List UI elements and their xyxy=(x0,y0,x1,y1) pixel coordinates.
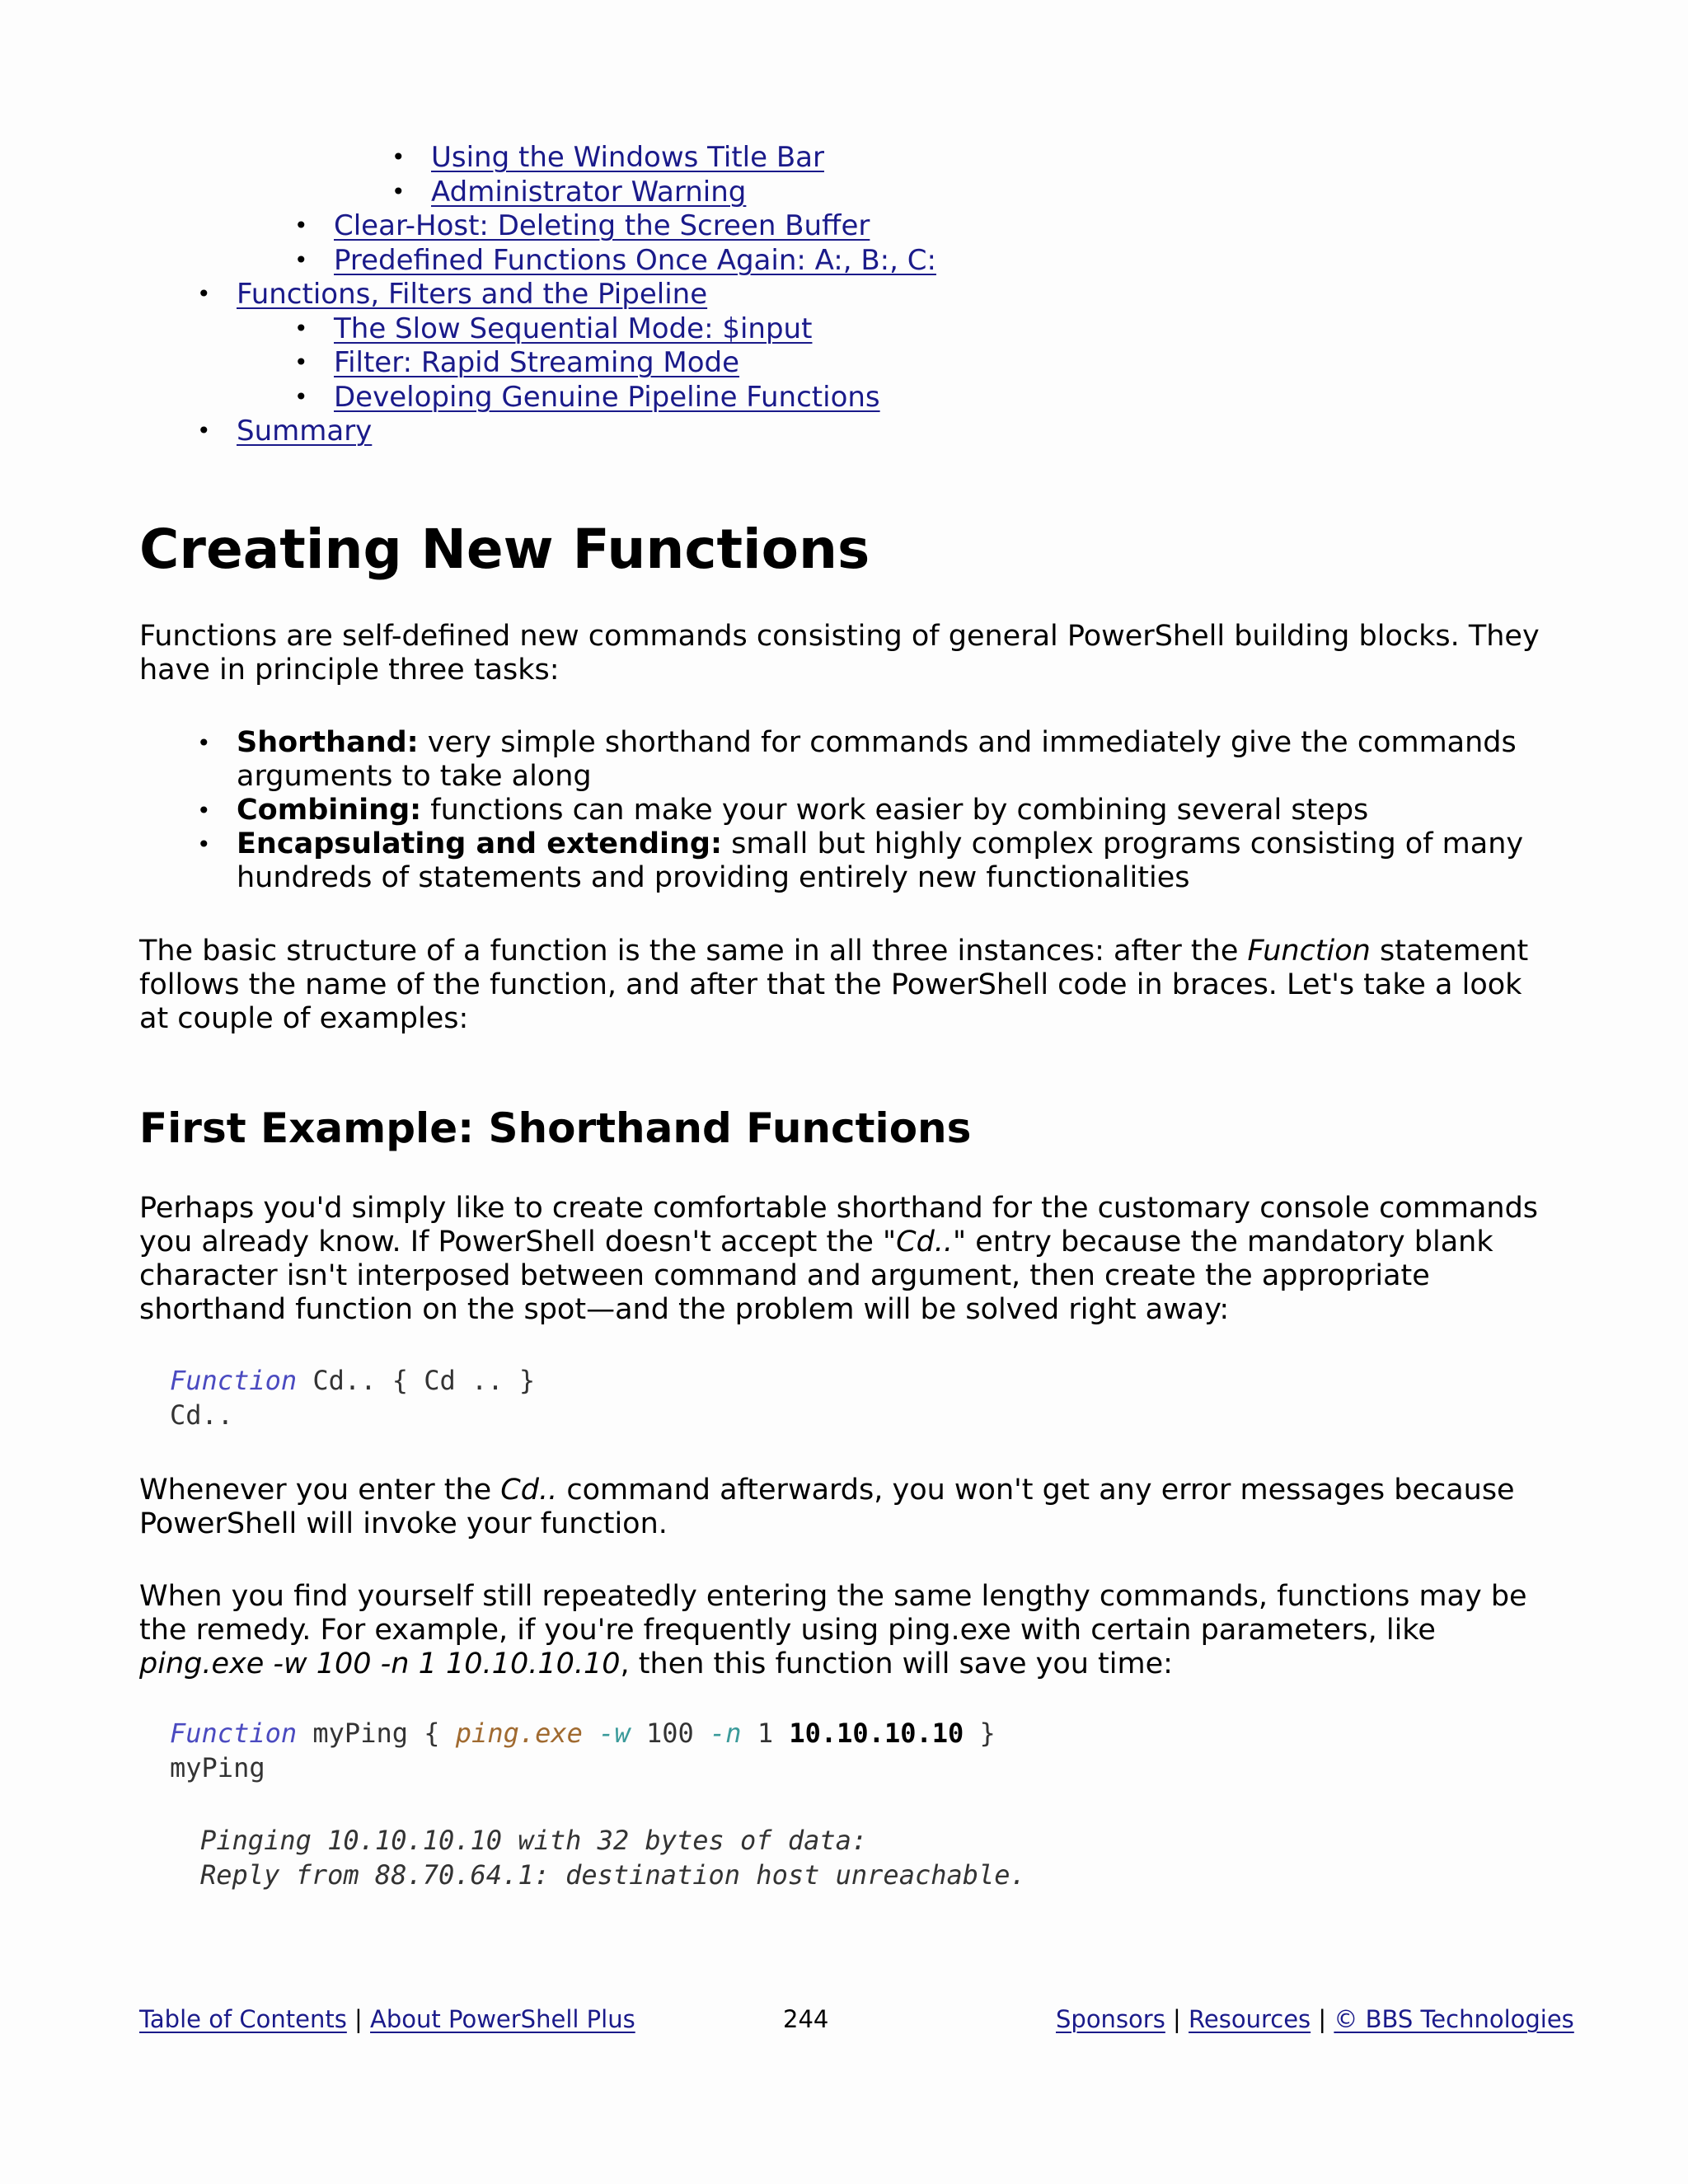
bullet-icon: • xyxy=(197,797,211,824)
code-keyword: Function xyxy=(170,1718,298,1749)
bullet-icon: • xyxy=(294,349,308,376)
output-line: Reply from 88.70.64.1: destination host unreachable. xyxy=(200,1859,1026,1891)
code-text: Cd.. { Cd .. } xyxy=(297,1365,536,1396)
section-title: Creating New Functions xyxy=(139,518,870,581)
task-text: small but highly complex programs consisting of many hundreds of statements and providing entirely new functionalities xyxy=(237,827,1524,894)
footer-sponsors-link[interactable]: Sponsors xyxy=(1056,2005,1165,2033)
code-text: myPing { xyxy=(297,1718,456,1749)
toc-link[interactable]: Summary xyxy=(237,415,373,448)
task-text: functions can make your work easier by combining several steps xyxy=(421,794,1369,827)
task-term: Combining: xyxy=(237,794,422,827)
p1-text-a: Perhaps you'd simply like to create comfortable shorthand for the customary console commands you already know. If PowerShell doesn't accept the " xyxy=(139,1192,1539,1258)
bullet-icon: • xyxy=(197,417,211,444)
toc-link[interactable]: Administrator Warning xyxy=(431,176,747,209)
structure-paragraph xyxy=(139,935,1557,1036)
toc-link[interactable]: Filter: Rapid Streaming Mode xyxy=(334,346,740,379)
toc-item[interactable] xyxy=(294,243,936,278)
bullet-icon: • xyxy=(294,315,308,342)
toc-item[interactable] xyxy=(197,414,373,448)
toc-link[interactable]: Using the Windows Title Bar xyxy=(431,141,824,174)
code-text: myPing xyxy=(170,1752,265,1783)
output-line: Pinging 10.10.10.10 with 32 bytes of data: xyxy=(200,1825,868,1856)
bullet-icon: • xyxy=(197,831,211,858)
list-item xyxy=(197,827,1572,895)
p2-text-a: Whenever you enter the xyxy=(139,1474,501,1507)
p1-emphasis: Cd.. xyxy=(896,1226,954,1258)
footer-resources-link[interactable]: Resources xyxy=(1189,2005,1311,2033)
p2-emphasis: Cd.. xyxy=(500,1474,558,1507)
toc-item[interactable] xyxy=(294,312,813,346)
footer-separator: | xyxy=(354,2005,363,2033)
code-command: ping.exe xyxy=(455,1718,583,1749)
intro-text: Functions are self-defined new commands consisting of general PowerShell building blocks. They have in principle three tasks: xyxy=(139,620,1540,687)
code-parameter: -w xyxy=(598,1718,631,1749)
code-text: 100 xyxy=(630,1718,710,1749)
task-term: Encapsulating and extending: xyxy=(237,827,722,860)
p2-text-b: command afterwards, you won't get any error messages because PowerShell will invoke your function. xyxy=(139,1474,1515,1540)
p1-text-b: " entry because the mandatory blank character isn't interposed between command and argument, then create the appropriate shorthand function on the spot—and the problem will be solved right away: xyxy=(139,1226,1493,1326)
toc-item[interactable] xyxy=(294,345,740,380)
toc-link[interactable]: Functions, Filters and the Pipeline xyxy=(237,278,708,311)
bullet-icon: • xyxy=(294,212,308,239)
toc-item[interactable] xyxy=(392,140,824,175)
ping-paragraph xyxy=(139,1580,1557,1681)
footer-right xyxy=(1056,2004,1574,2034)
code-keyword: Function xyxy=(170,1365,298,1396)
code-text: } xyxy=(964,1718,996,1749)
code-block-cd xyxy=(170,1363,535,1432)
page-number: 244 xyxy=(783,2005,829,2033)
toc-link[interactable]: Clear-Host: Deleting the Screen Buffer xyxy=(334,209,870,242)
toc-link[interactable]: The Slow Sequential Mode: $input xyxy=(334,312,813,345)
bullet-icon: • xyxy=(197,729,211,757)
footer-copyright-link[interactable]: © BBS Technologies xyxy=(1334,2005,1574,2033)
bullet-icon: • xyxy=(294,383,308,410)
toc-link[interactable]: Predefined Functions Once Again: A:, B:, C: xyxy=(334,244,936,277)
structure-text-a: The basic structure of a function is the same in all three instances: after the xyxy=(139,935,1248,968)
bullet-icon: • xyxy=(392,178,406,205)
code-text: 1 xyxy=(741,1718,790,1749)
task-term: Shorthand: xyxy=(237,726,419,759)
toc-item[interactable] xyxy=(294,380,880,415)
footer-separator: | xyxy=(1173,2005,1181,2033)
p3-text-a: When you find yourself still repeatedly entering the same lengthy commands, functions may be the remedy. For example, if you're frequently using ping.exe with certain parameters, like xyxy=(139,1580,1527,1647)
toc-link[interactable]: Developing Genuine Pipeline Functions xyxy=(334,381,880,414)
toc-item[interactable] xyxy=(294,209,870,243)
code-text: Cd.. xyxy=(170,1399,234,1431)
task-text: very simple shorthand for commands and immediately give the commands arguments to take along xyxy=(237,726,1517,793)
footer-left xyxy=(139,2004,635,2034)
footer-about-link[interactable]: About PowerShell Plus xyxy=(370,2005,635,2033)
subsection-title: First Example: Shorthand Functions xyxy=(139,1104,972,1152)
list-item xyxy=(197,794,1572,827)
p3-emphasis: ping.exe -w 100 -n 1 10.10.10.10 xyxy=(139,1647,621,1680)
toc-item[interactable] xyxy=(197,277,708,312)
tasks-list xyxy=(197,726,1572,895)
toc-item[interactable] xyxy=(392,175,747,209)
code-parameter: -n xyxy=(710,1718,742,1749)
structure-emphasis: Function xyxy=(1247,935,1371,968)
list-item xyxy=(197,726,1572,794)
bullet-icon: • xyxy=(197,280,211,307)
structure-text-b: statement follows the name of the function, and after that the PowerShell code in braces. Let's take a look at couple of examples: xyxy=(139,935,1529,1035)
footer-toc-link[interactable]: Table of Contents xyxy=(139,2005,347,2033)
bullet-icon: • xyxy=(294,246,308,274)
p3-text-b: , then this function will save you time: xyxy=(620,1647,1173,1680)
code-block-myping xyxy=(170,1716,996,1785)
shorthand-paragraph xyxy=(139,1192,1557,1327)
console-output xyxy=(200,1823,1026,1892)
footer-separator: | xyxy=(1318,2005,1327,2033)
bullet-icon: • xyxy=(392,143,406,171)
code-ip-address: 10.10.10.10 xyxy=(789,1718,964,1749)
cd-explanation-paragraph xyxy=(139,1474,1557,1541)
intro-paragraph xyxy=(139,620,1557,687)
